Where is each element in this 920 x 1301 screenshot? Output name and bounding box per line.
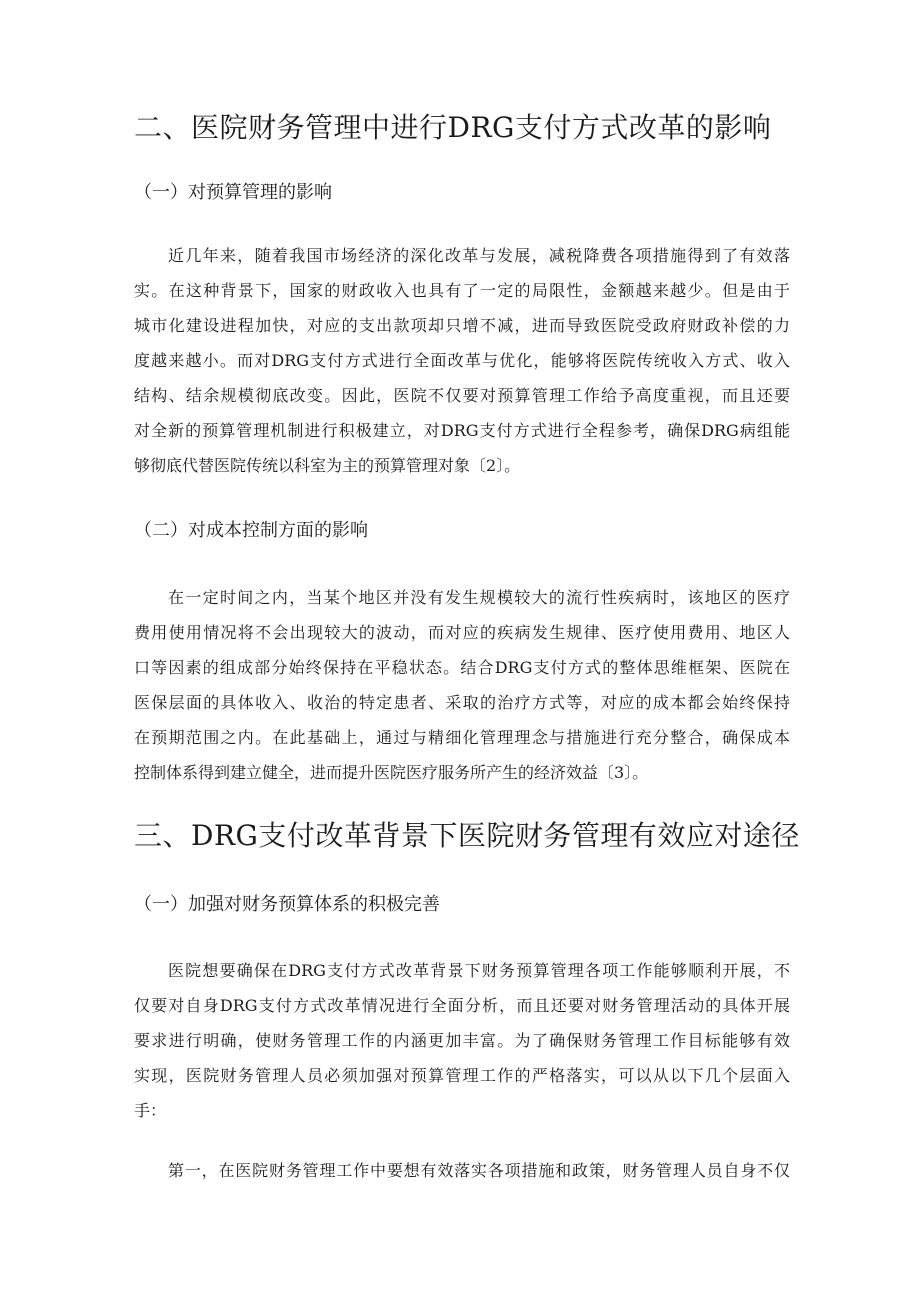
paragraph-line: 近几年来，随着我国市场经济的深化改革与发展，减税降费各项措施得到了有效落 xyxy=(168,246,790,265)
paragraph-line: 在预期范围之内。在此基础上，通过与精细化管理理念与措施进行充分整合，确保成本 xyxy=(134,728,790,747)
section-3-1-paragraph-2 xyxy=(134,1153,790,1188)
paragraph-line: 度越来越小。而对DRG支付方式进行全面改革与优化，能够将医院传统收入方式、收入 xyxy=(134,351,790,370)
section-3-heading: 三、DRG支付改革背景下医院财务管理有效应对途径 xyxy=(134,819,800,852)
paragraph-line: 口等因素的组成部分始终保持在平稳状态。结合DRG支付方式的整体思维框架、医院在 xyxy=(134,658,790,677)
section-2-2-paragraph xyxy=(134,580,790,790)
section-2-heading: 二、医院财务管理中进行DRG支付方式改革的影响 xyxy=(134,111,772,144)
section-3-1-paragraph xyxy=(134,953,790,1128)
paragraph-line: 够彻底代替医院传统以科室为主的预算管理对象〔2〕。 xyxy=(134,456,521,475)
paragraph-line: 控制体系得到建立健全，进而提升医院医疗服务所产生的经济效益〔3〕。 xyxy=(134,763,649,782)
section-2-1-paragraph xyxy=(134,238,790,483)
section-3-1-heading: （一）加强对财务预算体系的积极完善 xyxy=(134,894,440,915)
paragraph-line: 在一定时间之内，当某个地区并没有发生规模较大的流行性疾病时，该地区的医疗 xyxy=(168,588,790,607)
paragraph-line: 结构、结余规模彻底改变。因此，医院不仅要对预算管理工作给予高度重视，而且还要 xyxy=(134,386,790,405)
paragraph-line: 医保层面的具体收入、收治的特定患者、采取的治疗方式等，对应的成本都会始终保持 xyxy=(134,693,790,712)
paragraph-line: 仅要对自身DRG支付方式改革情况进行全面分析，而且还要对财务管理活动的具体开展 xyxy=(134,996,790,1015)
section-2-1-heading: （一）对预算管理的影响 xyxy=(134,182,332,203)
section-2-2-heading: （二）对成本控制方面的影响 xyxy=(134,520,368,541)
paragraph-line: 第一，在医院财务管理工作中要想有效落实各项措施和政策，财务管理人员自身不仅 xyxy=(168,1161,790,1180)
paragraph-line: 要求进行明确，使财务管理工作的内涵更加丰富。为了确保财务管理工作目标能够有效 xyxy=(134,1031,790,1050)
paragraph-line: 医院想要确保在DRG支付方式改革背景下财务预算管理各项工作能够顺利开展，不 xyxy=(168,961,790,980)
paragraph-line: 实现，医院财务管理人员必须加强对预算管理工作的严格落实，可以从以下几个层面入 xyxy=(134,1066,790,1085)
paragraph-line: 对全新的预算管理机制进行积极建立，对DRG支付方式进行全程参考，确保DRG病组能 xyxy=(134,421,790,440)
paragraph-line: 手： xyxy=(134,1101,167,1120)
paragraph-line: 城市化建设进程加快，对应的支出款项却只增不减，进而导致医院受政府财政补偿的力 xyxy=(134,316,790,335)
paragraph-line: 费用使用情况将不会出现较大的波动，而对应的疾病发生规律、医疗使用费用、地区人 xyxy=(134,623,790,642)
paragraph-line: 实。在这种背景下，国家的财政收入也具有了一定的局限性，金额越来越少。但是由于 xyxy=(134,281,790,300)
